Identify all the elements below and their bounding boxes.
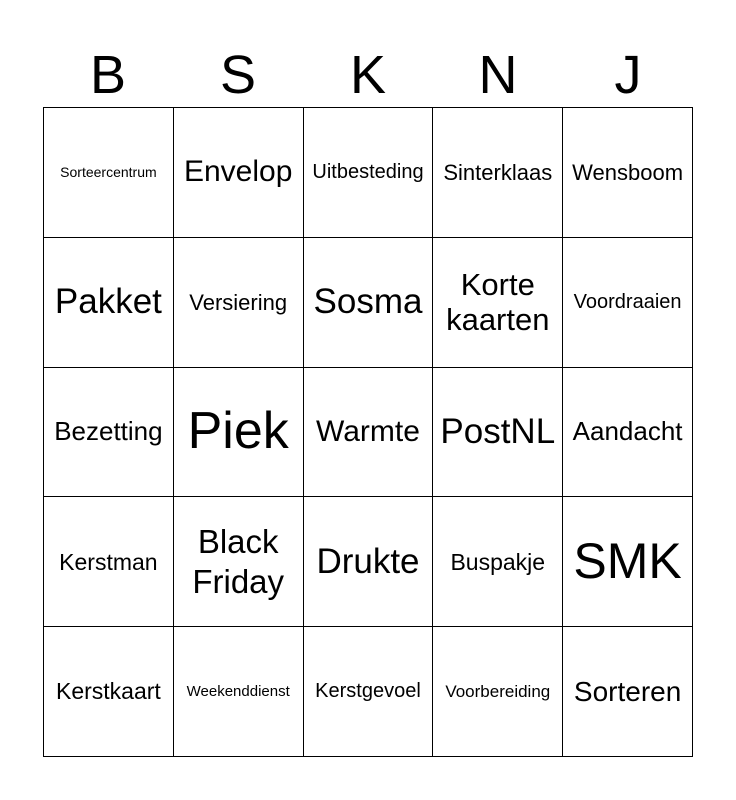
- bingo-cell: SMK: [563, 497, 693, 627]
- bingo-cell: Voordraaien: [563, 238, 693, 368]
- bingo-cell: Voorbereiding: [433, 627, 563, 757]
- bingo-cell: PostNL: [433, 368, 563, 498]
- bingo-cell: Weekenddienst: [174, 627, 304, 757]
- bingo-cell: Kerstgevoel: [304, 627, 434, 757]
- bingo-cell: Wensboom: [563, 108, 693, 238]
- bingo-cell: Pakket: [44, 238, 174, 368]
- bingo-cell: Bezetting: [44, 368, 174, 498]
- header-letter-k: K: [349, 45, 387, 105]
- bingo-cell: Aandacht: [563, 368, 693, 498]
- bingo-cell: Envelop: [174, 108, 304, 238]
- bingo-cell: Black Friday: [174, 497, 304, 627]
- bingo-cell: Uitbesteding: [304, 108, 434, 238]
- bingo-cell: Drukte: [304, 497, 434, 627]
- bingo-cell: Korte kaarten: [433, 238, 563, 368]
- bingo-cell: Kerstman: [44, 497, 174, 627]
- bingo-cell: Versiering: [174, 238, 304, 368]
- bingo-cell: Sorteren: [563, 627, 693, 757]
- bingo-cell: Sinterklaas: [433, 108, 563, 238]
- header-letter-b: B: [89, 45, 127, 105]
- bingo-cell: Kerstkaart: [44, 627, 174, 757]
- bingo-cell: Sorteercentrum: [44, 108, 174, 238]
- bingo-header: [43, 44, 693, 106]
- bingo-cell: Piek: [174, 368, 304, 498]
- bingo-cell: Buspakje: [433, 497, 563, 627]
- bingo-card-grid: [43, 107, 693, 757]
- header-letter-j: J: [614, 45, 642, 105]
- bingo-cell: Sosma: [304, 238, 434, 368]
- header-letter-n: N: [478, 45, 518, 105]
- header-letter-s: S: [219, 45, 257, 105]
- bingo-cell: Warmte: [304, 368, 434, 498]
